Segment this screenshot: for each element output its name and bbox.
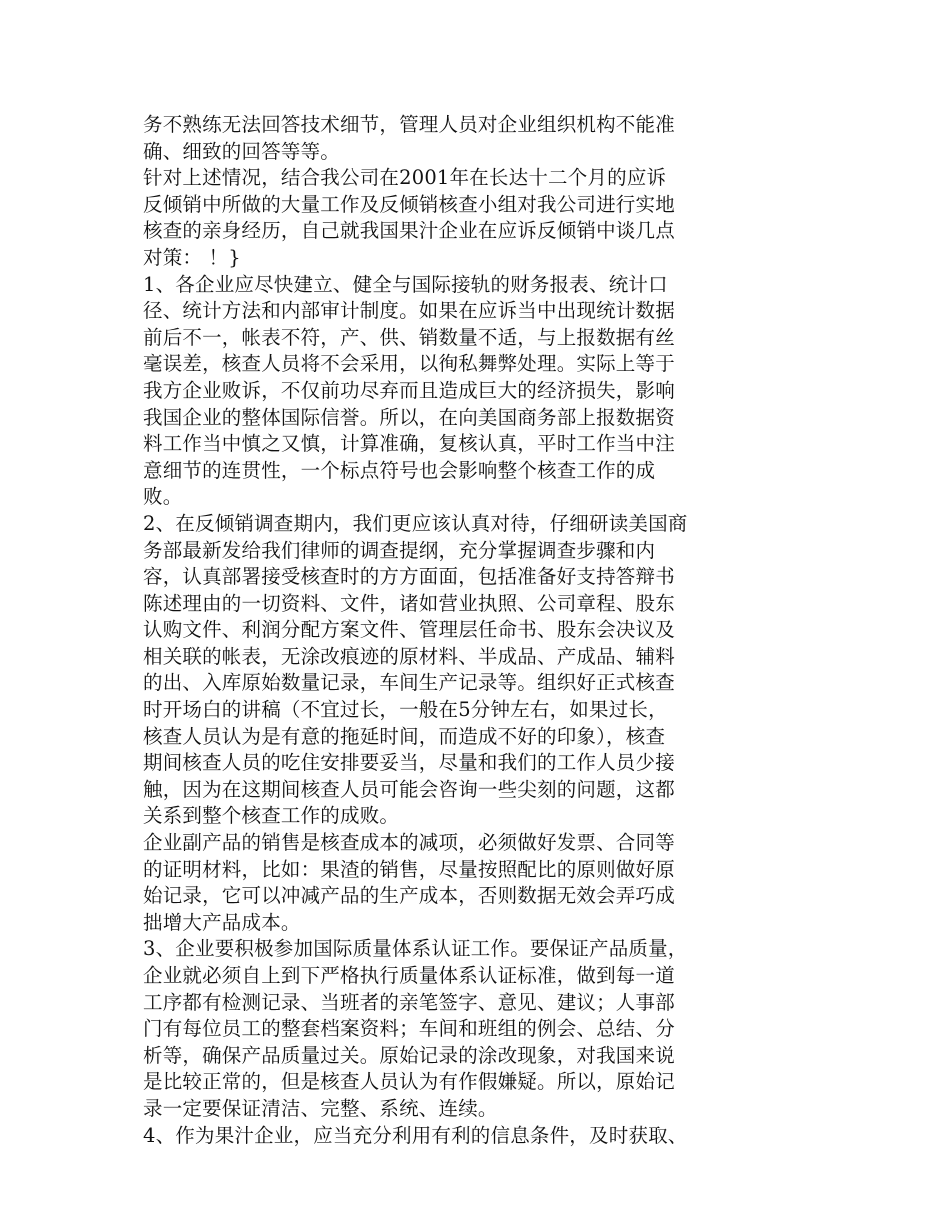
text-line: 毫误差，核查人员将不会采用，以徇私舞弊处理。实际上等于: [143, 352, 675, 376]
text-line: 触，因为在这期间核查人员可能会咨询一些尖刻的问题，这都: [143, 777, 675, 801]
document-page: [143, 112, 743, 1149]
text-line: 企业就必须自上到下严格执行质量体系认证标准，做到每一道: [143, 964, 675, 987]
text-line: 败。: [143, 485, 183, 509]
text-line: 的证明材料，比如：果渣的销售，尽量按照配比的原则做好原: [143, 857, 675, 881]
text-line: 径、统计方法和内部审计制度。如果在应诉当中出现统计数据: [143, 299, 675, 323]
text-line: 时开场白的讲稿（不宜过长，一般在5分钟左右，如果过长，: [143, 698, 668, 722]
text-line: 期间核查人员的吃住安排要妥当，尽量和我们的工作人员少接: [143, 751, 675, 775]
text-line: 认购文件、利润分配方案文件、管理层任命书、股东会决议及: [143, 618, 675, 642]
text-line: 务不熟练无法回答技术细节，管理人员对企业组织机构不能准: [143, 113, 675, 136]
text-line: 意细节的连贯性，一个标点符号也会影响整个核查工作的成: [143, 458, 656, 482]
text-line: 工序都有检测记录、当班者的亲笔签字、意见、建议；人事部: [143, 990, 675, 1014]
text-line: 关系到整个核查工作的成败。: [143, 804, 400, 828]
text-line: 2、在反倾销调查期内，我们更应该认真对待，仔细研读美国商: [143, 511, 688, 535]
text-line: 析等，确保产品质量过关。原始记录的涂改现象，对我国来说: [143, 1043, 675, 1067]
text-line: 3、企业要积极参加国际质量体系认证工作。要保证产品质量，: [143, 937, 688, 961]
text-line: 拙增大产品成本。: [143, 910, 301, 934]
text-line: 1、各企业应尽快建立、健全与国际接轨的财务报表、统计口: [143, 272, 668, 296]
text-line: 反倾销中所做的大量工作及反倾销核查小组对我公司进行实地: [143, 192, 675, 216]
text-line: 企业副产品的销售是核查成本的减项，必须做好发票、合同等: [143, 831, 675, 855]
text-line: 核查人员认为是有意的拖延时间，而造成不好的印象），核查: [143, 724, 666, 748]
text-line: 确、细致的回答等等。: [143, 139, 341, 163]
text-line: 我国企业的整体国际信誉。所以，在向美国商务部上报数据资: [143, 405, 675, 429]
text-line: 的出、入库原始数量记录，车间生产记录等。组织好正式核查: [143, 671, 675, 695]
text-line: 前后不一，帐表不符，产、供、销数量不适，与上报数据有丝: [143, 325, 675, 349]
text-line: 容，认真部署接受核查时的方方面面，包括准备好支持答辩书: [143, 565, 675, 589]
text-line: 料工作当中慎之又慎，计算准确，复核认真，平时工作当中注: [143, 432, 675, 456]
text-line: 始记录，它可以冲减产品的生产成本，否则数据无效会弄巧成: [143, 884, 675, 908]
text-line: 对策： ！}: [143, 245, 241, 269]
text-line: 陈述理由的一切资料、文件，诸如营业执照、公司章程、股东: [143, 591, 675, 615]
text-line: 录一定要保证清洁、完整、系统、连续。: [143, 1096, 498, 1120]
text-line: 核查的亲身经历，自己就我国果汁企业在应诉反倾销中谈几点: [143, 219, 675, 243]
text-line: 我方企业败诉，不仅前功尽弃而且造成巨大的经济损失，影响: [143, 378, 675, 402]
text-line: 针对上述情况，结合我公司在2001年在长达十二个月的应诉: [143, 166, 667, 190]
text-line: 务部最新发给我们律师的调查提纲，充分掌握调查步骤和内: [143, 538, 656, 562]
text-line: 门有每位员工的整套档案资料；车间和班组的例会、总结、分: [143, 1017, 675, 1041]
text-line: 是比较正常的，但是核查人员认为有作假嫌疑。所以，原始记: [143, 1070, 675, 1094]
text-line: 相关联的帐表，无涂改痕迹的原材料、半成品、产成品、辅料: [143, 644, 675, 668]
text-line: 4、作为果汁企业，应当充分利用有利的信息条件，及时获取、: [143, 1123, 688, 1147]
